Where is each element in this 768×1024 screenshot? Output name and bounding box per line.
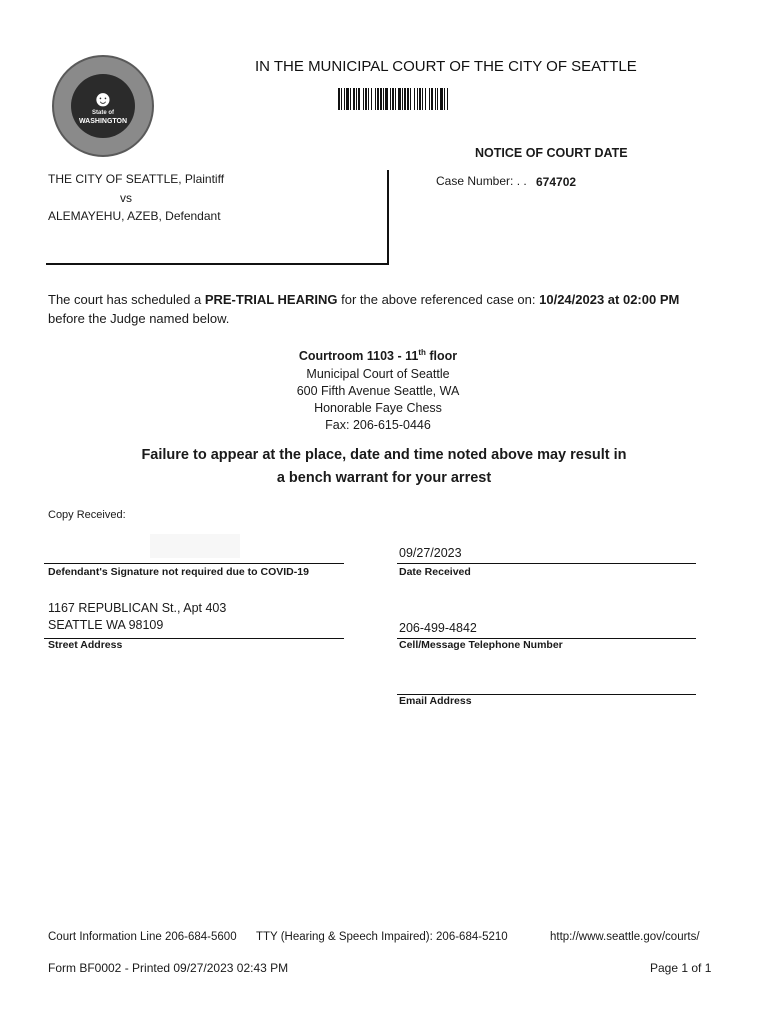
street-address-label: Street Address <box>48 639 123 651</box>
seal-center <box>71 74 135 138</box>
floor-word: floor <box>425 349 458 364</box>
court-info-line: Court Information Line 206-684-5600 <box>48 931 237 943</box>
barcode-bar <box>392 88 394 110</box>
defendant: ALEMAYEHU, AZEB, Defendant <box>48 209 221 223</box>
caption-divider-vertical <box>387 170 389 265</box>
barcode-bar <box>385 88 388 110</box>
court-name: Municipal Court of Seattle <box>306 367 450 381</box>
barcode-bar <box>440 88 443 110</box>
plaintiff: THE CITY OF SEATTLE, Plaintiff <box>48 172 225 186</box>
barcode-bar <box>410 88 411 110</box>
barcode-bar <box>398 88 401 110</box>
courtroom-number: Courtroom 1103 - 11 <box>298 349 419 364</box>
copy-received-label: Copy Received: <box>48 509 126 521</box>
court-address: 600 Fifth Avenue Seattle, WA <box>296 384 460 398</box>
barcode-bar <box>368 88 369 110</box>
schedule-text-after: before the Judge named below. <box>48 311 230 326</box>
barcode-bar <box>344 88 345 110</box>
barcode-bar <box>380 88 382 110</box>
warning-line-2: a bench warrant for your arrest <box>276 470 492 486</box>
barcode-bar <box>417 88 418 110</box>
signature-area <box>150 534 240 558</box>
schedule-text-before: The court has scheduled a <box>48 292 205 307</box>
seal-state-of: State of <box>91 109 114 116</box>
warning-line-1: Failure to appear at the place, date and time noted above may result in <box>141 447 627 463</box>
barcode-bar <box>407 88 409 110</box>
barcode-bar <box>395 88 396 110</box>
barcode-bar <box>425 88 426 110</box>
courtroom <box>228 348 528 363</box>
court-website-link[interactable]: http://www.seattle.gov/courts/ <box>550 931 700 943</box>
caption-divider-horizontal <box>46 263 389 265</box>
phone-value: 206-499-4842 <box>399 621 477 635</box>
barcode-bar <box>377 88 379 110</box>
page-number: Page 1 of 1 <box>650 961 712 975</box>
court-title: IN THE MUNICIPAL COURT OF THE CITY OF SEATTLE <box>255 58 637 75</box>
barcode-bar <box>341 88 342 110</box>
case-number: 674702 <box>536 175 577 189</box>
barcode-bar <box>422 88 423 110</box>
signature-line <box>44 563 344 564</box>
street-address-line-1: 1167 REPUBLICAN St., Apt 403 <box>48 601 227 615</box>
versus: vs <box>120 191 132 205</box>
barcode-bar <box>431 88 433 110</box>
barcode-bar <box>429 88 430 110</box>
barcode-bar <box>414 88 415 110</box>
seal-state-name: WASHINGTON <box>78 117 128 125</box>
hearing-type: PRE-TRIAL HEARING <box>204 292 338 307</box>
barcode-bar <box>356 88 357 110</box>
barcode-bar <box>363 88 364 110</box>
barcode-bar <box>447 88 448 110</box>
email-label: Email Address <box>399 695 472 707</box>
barcode-bar <box>346 88 349 110</box>
court-seal <box>52 55 154 157</box>
date-received-value: 09/27/2023 <box>399 546 462 560</box>
fax-number: Fax: 206-615-0446 <box>325 418 431 432</box>
floor-suffix: th <box>418 348 426 357</box>
schedule-text-middle: for the above referenced case on: <box>337 292 540 307</box>
barcode-bar <box>371 88 372 110</box>
seal-portrait-icon: ☻ <box>91 85 115 111</box>
street-address-line-2: SEATTLE WA 98109 <box>48 618 164 632</box>
barcode-bar <box>383 88 384 110</box>
barcode-bar <box>338 88 340 110</box>
schedule-paragraph <box>48 290 728 328</box>
barcode-bar <box>375 88 376 110</box>
date-received-label: Date Received <box>399 566 471 578</box>
barcode-bar <box>404 88 406 110</box>
barcode-bar <box>350 88 351 110</box>
hearing-datetime: 10/24/2023 at 02:00 PM <box>539 292 680 307</box>
barcode-bar <box>365 88 367 110</box>
barcode <box>338 88 548 110</box>
case-number-label: Case Number: . . <box>436 174 527 188</box>
barcode-bar <box>358 88 360 110</box>
barcode-bar <box>435 88 436 110</box>
signature-label: Defendant's Signature not required due to COVID-19 <box>48 566 309 578</box>
phone-label: Cell/Message Telephone Number <box>399 639 563 651</box>
barcode-bar <box>390 88 391 110</box>
tty-line: TTY (Hearing & Speech Impaired): 206-684-5210 <box>256 931 508 943</box>
barcode-bar <box>419 88 421 110</box>
notice-title: NOTICE OF COURT DATE <box>475 146 628 160</box>
barcode-bar <box>353 88 355 110</box>
date-received-line <box>397 563 696 564</box>
barcode-bar <box>402 88 403 110</box>
form-printed-line: Form BF0002 - Printed 09/27/2023 02:43 PM <box>48 961 289 975</box>
barcode-bar <box>437 88 438 110</box>
judge-name: Honorable Faye Chess <box>314 401 442 415</box>
barcode-bar <box>444 88 445 110</box>
